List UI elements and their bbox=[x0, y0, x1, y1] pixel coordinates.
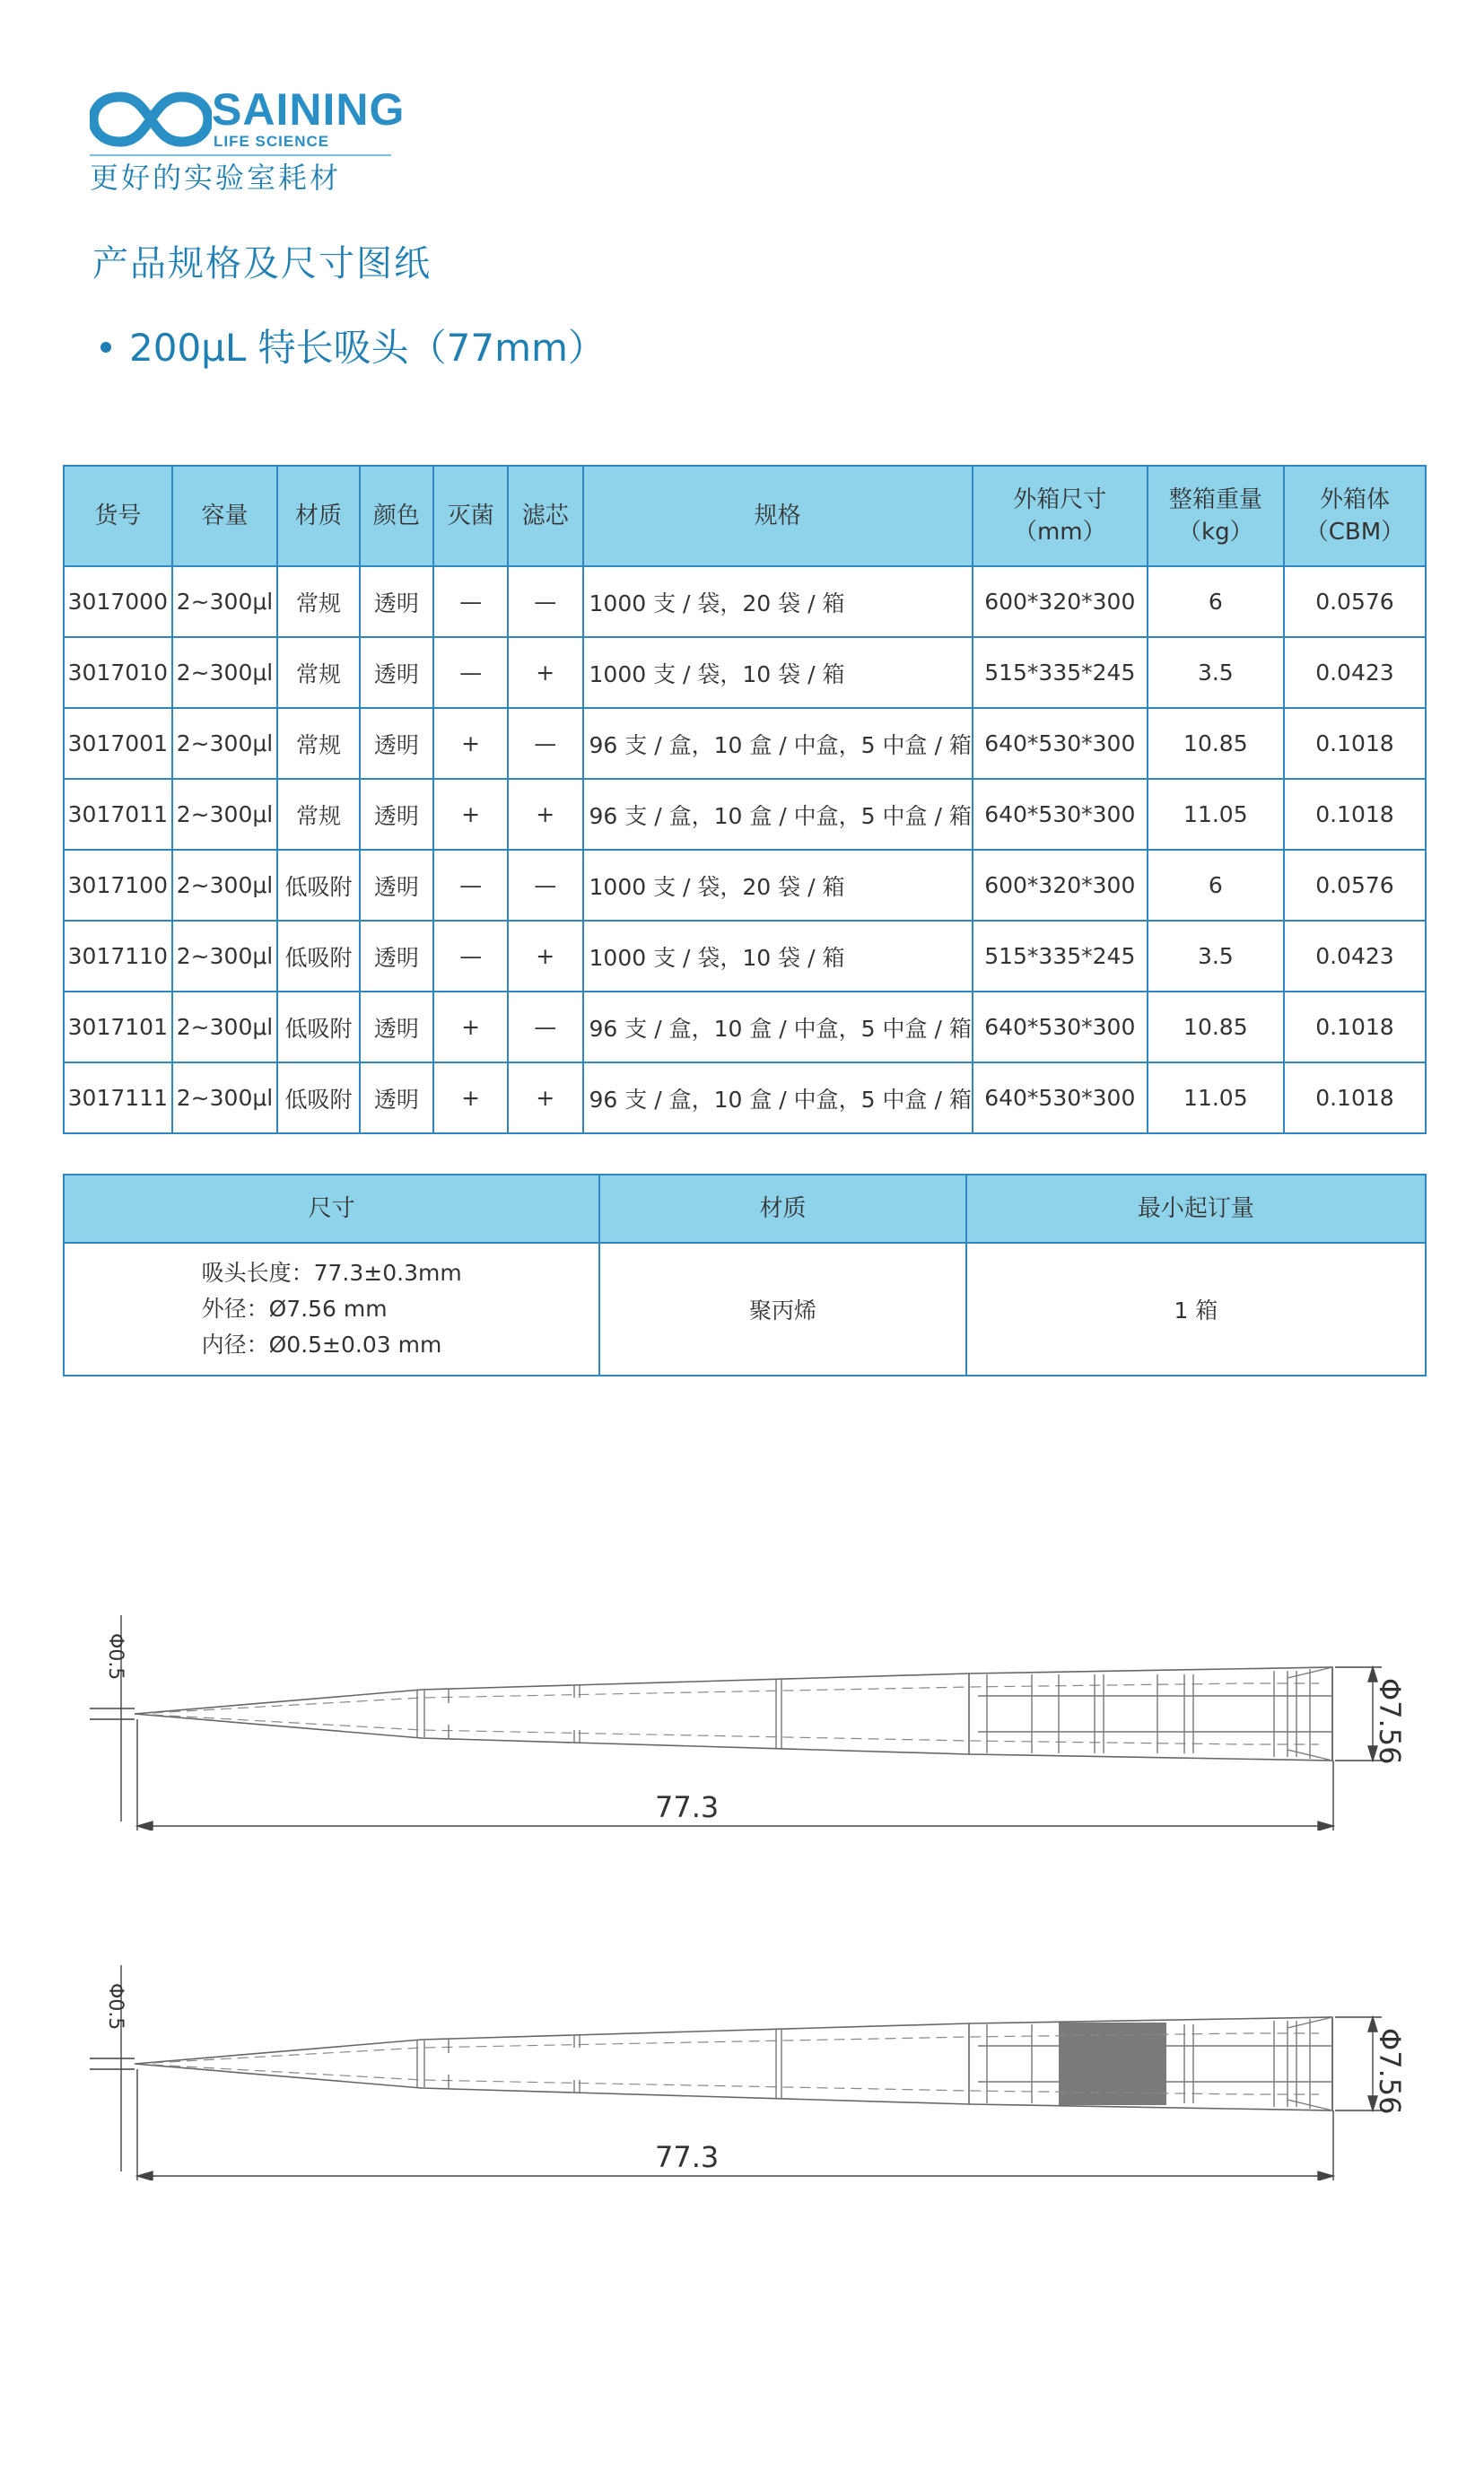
brand-tagline: 更好的实验室耗材 bbox=[90, 161, 342, 195]
tip-length: 吸头长度：77.3±0.3mm bbox=[201, 1260, 462, 1286]
filter-cell: + bbox=[508, 779, 583, 850]
carton-weight-cell: 6 bbox=[1148, 566, 1284, 637]
table-row bbox=[64, 566, 1426, 637]
col-header: 滤芯 bbox=[508, 466, 583, 566]
product-title: 200μL 特长吸头（77mm） bbox=[129, 326, 606, 370]
carton-size-cell: 515*335*245 bbox=[973, 637, 1148, 708]
filter-cell: — bbox=[508, 566, 583, 637]
dimension-lines bbox=[90, 1965, 1382, 2180]
sterile-cell: — bbox=[433, 850, 508, 921]
carton-volume-cell: 0.0423 bbox=[1284, 921, 1426, 992]
carton-volume-cell: 0.1018 bbox=[1284, 779, 1426, 850]
dimension-lines bbox=[90, 1615, 1382, 1831]
item-no-cell: 3017110 bbox=[64, 921, 172, 992]
col-header: 整箱重量 （kg） bbox=[1148, 466, 1284, 566]
item-no-cell: 3017011 bbox=[64, 779, 172, 850]
item-no-cell: 3017101 bbox=[64, 992, 172, 1062]
carton-weight-cell: 3.5 bbox=[1148, 921, 1284, 992]
col-header: 外箱尺寸 （mm） bbox=[973, 466, 1148, 566]
col-header: 尺寸 bbox=[64, 1175, 599, 1243]
material-cell: 低吸附 bbox=[277, 921, 359, 992]
tip-diameter-label: Φ0.5 bbox=[104, 1633, 127, 1681]
inner-diameter: 内径：Ø0.5±0.03 mm bbox=[201, 1332, 442, 1358]
material-cell: 低吸附 bbox=[277, 850, 359, 921]
material-cell: 常规 bbox=[277, 637, 359, 708]
filter-cell: — bbox=[508, 850, 583, 921]
size-table bbox=[63, 1174, 1427, 1376]
outer-diameter: 外径：Ø7.56 mm bbox=[201, 1296, 388, 1322]
carton-volume-cell: 0.0576 bbox=[1284, 850, 1426, 921]
carton-weight-cell: 6 bbox=[1148, 850, 1284, 921]
filter-cell: + bbox=[508, 1062, 583, 1133]
carton-size-cell: 640*530*300 bbox=[973, 1062, 1148, 1133]
material-cell: 常规 bbox=[277, 566, 359, 637]
carton-size-cell: 515*335*245 bbox=[973, 921, 1148, 992]
outer-diameter-label: Φ7.56 bbox=[1373, 1678, 1407, 1765]
capacity-cell: 2~300μl bbox=[172, 637, 278, 708]
capacity-cell: 2~300μl bbox=[172, 779, 278, 850]
carton-size-cell: 640*530*300 bbox=[973, 708, 1148, 779]
col-header: 材质 bbox=[599, 1175, 965, 1243]
col-header: 货号 bbox=[64, 466, 172, 566]
capacity-cell: 2~300μl bbox=[172, 566, 278, 637]
carton-weight-cell: 11.05 bbox=[1148, 1062, 1284, 1133]
size-header-row bbox=[64, 1175, 1426, 1243]
tip-ribs bbox=[417, 1667, 1332, 1761]
carton-volume-cell: 0.1018 bbox=[1284, 708, 1426, 779]
col-header: 规格 bbox=[583, 466, 973, 566]
logo-divider bbox=[90, 154, 391, 156]
tip-outline bbox=[135, 1667, 1332, 1761]
item-no-cell: 3017111 bbox=[64, 1062, 172, 1133]
sterile-cell: + bbox=[433, 708, 508, 779]
carton-volume-cell: 0.0423 bbox=[1284, 637, 1426, 708]
packing-cell: 96 支 / 盒，10 盒 / 中盒，5 中盒 / 箱 bbox=[583, 708, 973, 779]
packing-cell: 1000 支 / 袋，20 袋 / 箱 bbox=[583, 566, 973, 637]
spec-header-row bbox=[64, 466, 1426, 566]
length-label: 77.3 bbox=[655, 2140, 720, 2174]
carton-weight-cell: 10.85 bbox=[1148, 708, 1284, 779]
col-header: 颜色 bbox=[360, 466, 434, 566]
length-label: 77.3 bbox=[655, 1790, 720, 1824]
table-row bbox=[64, 921, 1426, 992]
carton-weight-cell: 11.05 bbox=[1148, 779, 1284, 850]
col-header: 材质 bbox=[277, 466, 359, 566]
color-cell: 透明 bbox=[360, 921, 434, 992]
material-cell: 常规 bbox=[277, 708, 359, 779]
tip-ribs bbox=[417, 2017, 1332, 2110]
sterile-cell: + bbox=[433, 1062, 508, 1133]
sterile-cell: — bbox=[433, 637, 508, 708]
bullet-dot-icon bbox=[100, 342, 111, 353]
sterile-cell: + bbox=[433, 992, 508, 1062]
tip-drawing-2 bbox=[81, 1947, 1427, 2180]
table-row bbox=[64, 708, 1426, 779]
carton-weight-cell: 10.85 bbox=[1148, 992, 1284, 1062]
item-no-cell: 3017010 bbox=[64, 637, 172, 708]
sterile-cell: — bbox=[433, 566, 508, 637]
color-cell: 透明 bbox=[360, 566, 434, 637]
table-row bbox=[64, 1062, 1426, 1133]
table-row bbox=[64, 992, 1426, 1062]
packing-cell: 1000 支 / 袋，20 袋 / 箱 bbox=[583, 850, 973, 921]
capacity-cell: 2~300μl bbox=[172, 1062, 278, 1133]
material-cell: 低吸附 bbox=[277, 992, 359, 1062]
carton-volume-cell: 0.0576 bbox=[1284, 566, 1426, 637]
spec-table bbox=[63, 465, 1427, 1134]
item-no-cell: 3017000 bbox=[64, 566, 172, 637]
color-cell: 透明 bbox=[360, 637, 434, 708]
sterile-cell: — bbox=[433, 921, 508, 992]
carton-size-cell: 600*320*300 bbox=[973, 566, 1148, 637]
filter-cell: — bbox=[508, 708, 583, 779]
capacity-cell: 2~300μl bbox=[172, 992, 278, 1062]
item-no-cell: 3017001 bbox=[64, 708, 172, 779]
carton-volume-cell: 0.1018 bbox=[1284, 992, 1426, 1062]
size-row bbox=[64, 1243, 1426, 1376]
product-title-row bbox=[100, 319, 606, 372]
col-header: 外箱体 （CBM） bbox=[1284, 466, 1426, 566]
size-cell bbox=[64, 1243, 599, 1376]
color-cell: 透明 bbox=[360, 850, 434, 921]
infinity-logo-icon bbox=[90, 90, 212, 149]
sterile-cell: + bbox=[433, 779, 508, 850]
capacity-cell: 2~300μl bbox=[172, 921, 278, 992]
color-cell: 透明 bbox=[360, 708, 434, 779]
carton-volume-cell: 0.1018 bbox=[1284, 1062, 1426, 1133]
filter-cell: — bbox=[508, 992, 583, 1062]
carton-size-cell: 640*530*300 bbox=[973, 992, 1148, 1062]
carton-weight-cell: 3.5 bbox=[1148, 637, 1284, 708]
packing-cell: 1000 支 / 袋，10 袋 / 箱 bbox=[583, 637, 973, 708]
brand-name: SAINING bbox=[212, 84, 406, 135]
brand-logo bbox=[90, 83, 431, 199]
table-row bbox=[64, 637, 1426, 708]
col-header: 容量 bbox=[172, 466, 278, 566]
tip-diameter-label: Φ0.5 bbox=[104, 1983, 127, 2031]
brand-sub: LIFE SCIENCE bbox=[214, 133, 330, 150]
filter-cell: + bbox=[508, 921, 583, 992]
packing-cell: 96 支 / 盒，10 盒 / 中盒，5 中盒 / 箱 bbox=[583, 1062, 973, 1133]
material-cell: 聚丙烯 bbox=[599, 1243, 965, 1376]
item-no-cell: 3017100 bbox=[64, 850, 172, 921]
table-row bbox=[64, 850, 1426, 921]
color-cell: 透明 bbox=[360, 992, 434, 1062]
capacity-cell: 2~300μl bbox=[172, 850, 278, 921]
packing-cell: 1000 支 / 袋，10 袋 / 箱 bbox=[583, 921, 973, 992]
packing-cell: 96 支 / 盒，10 盒 / 中盒，5 中盒 / 箱 bbox=[583, 992, 973, 1062]
material-cell: 常规 bbox=[277, 779, 359, 850]
table-row bbox=[64, 779, 1426, 850]
capacity-cell: 2~300μl bbox=[172, 708, 278, 779]
carton-size-cell: 600*320*300 bbox=[973, 850, 1148, 921]
color-cell: 透明 bbox=[360, 779, 434, 850]
filter-cell: + bbox=[508, 637, 583, 708]
packing-cell: 96 支 / 盒，10 盒 / 中盒，5 中盒 / 箱 bbox=[583, 779, 973, 850]
material-cell: 低吸附 bbox=[277, 1062, 359, 1133]
tip-drawing-1 bbox=[81, 1597, 1427, 1831]
section-title: 产品规格及尺寸图纸 bbox=[92, 243, 432, 284]
outer-diameter-label: Φ7.56 bbox=[1373, 2028, 1407, 2115]
col-header: 灭菌 bbox=[433, 466, 508, 566]
tip-inner-dashes bbox=[153, 1683, 1319, 1744]
col-header: 最小起订量 bbox=[966, 1175, 1426, 1243]
moq-cell: 1 箱 bbox=[966, 1243, 1426, 1376]
carton-size-cell: 640*530*300 bbox=[973, 779, 1148, 850]
color-cell: 透明 bbox=[360, 1062, 434, 1133]
